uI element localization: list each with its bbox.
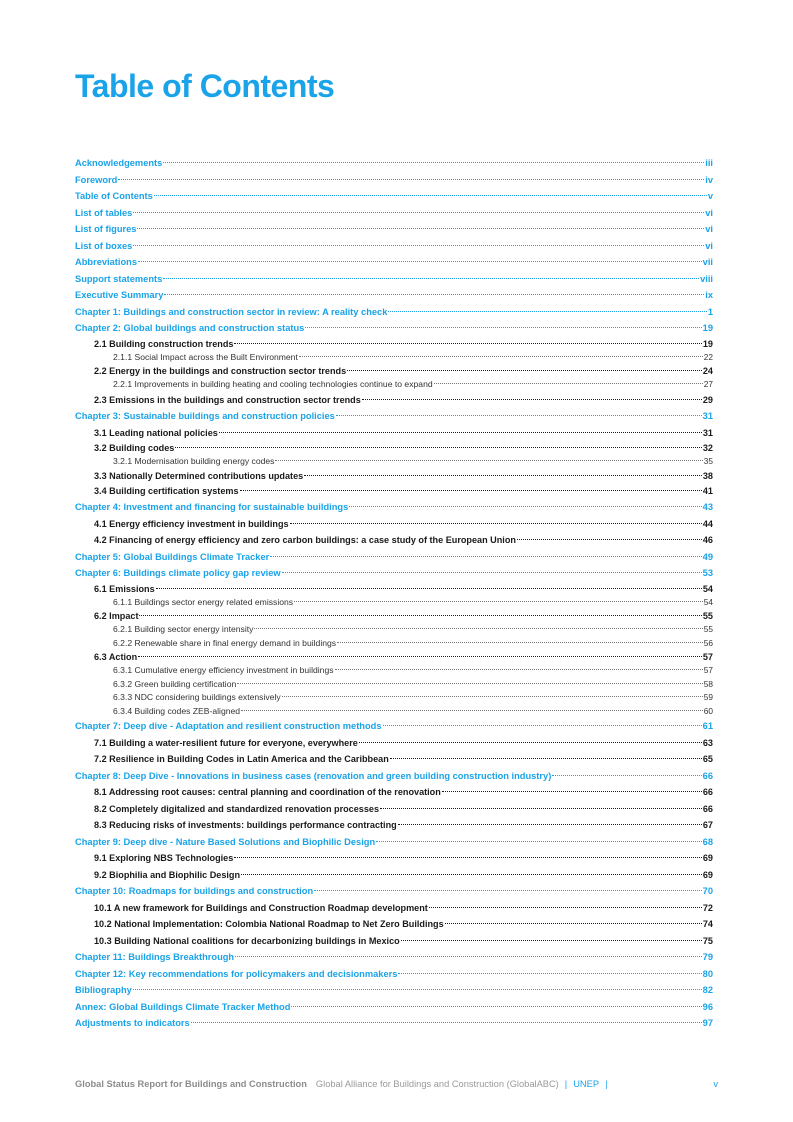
toc-leader-dots bbox=[305, 327, 701, 328]
toc-leader-dots bbox=[137, 228, 704, 229]
toc-entry-page: 79 bbox=[702, 952, 713, 962]
toc-chapter-entry[interactable] bbox=[75, 271, 713, 288]
toc-leader-dots bbox=[398, 973, 701, 974]
toc-entry-page: 1 bbox=[707, 306, 713, 317]
toc-entry-label: 6.3 Action bbox=[94, 652, 138, 662]
toc-subsection-entry[interactable] bbox=[75, 623, 713, 637]
toc-entry-page: 53 bbox=[702, 568, 713, 578]
toc-subsection-entry[interactable] bbox=[75, 378, 713, 392]
toc-subsection-entry[interactable] bbox=[75, 664, 713, 678]
toc-leader-dots bbox=[133, 212, 704, 213]
toc-entry-label: Chapter 5: Global Buildings Climate Tracker bbox=[75, 551, 270, 562]
toc-section-entry[interactable] bbox=[75, 650, 713, 664]
toc-leader-dots bbox=[336, 415, 702, 416]
toc-leader-dots bbox=[335, 669, 703, 670]
toc-section-entry[interactable] bbox=[75, 609, 713, 623]
toc-leader-dots bbox=[380, 808, 702, 809]
toc-leader-dots bbox=[376, 841, 702, 842]
toc-entry-page: 56 bbox=[703, 637, 713, 648]
toc-entry-page: 61 bbox=[702, 721, 713, 731]
toc-entry-label: 6.3.3 NDC considering buildings extensively bbox=[113, 692, 281, 702]
toc-chapter-entry[interactable] bbox=[75, 221, 713, 238]
toc-entry-label: 6.2.1 Building sector energy intensity bbox=[113, 624, 254, 634]
toc-entry-page: vii bbox=[702, 257, 713, 267]
toc-entry-page: 35 bbox=[703, 456, 713, 466]
toc-entry-label: 10.3 Building National coalitions for decarbonizing buildings in Mexico bbox=[94, 935, 400, 946]
toc-entry-page: 70 bbox=[702, 886, 713, 896]
toc-leader-dots bbox=[154, 195, 707, 196]
toc-entry-page: iv bbox=[705, 174, 713, 185]
toc-leader-dots bbox=[299, 356, 703, 357]
toc-leader-dots bbox=[291, 1006, 701, 1007]
footer-separator: | bbox=[605, 1079, 608, 1089]
toc-section-entry[interactable] bbox=[75, 817, 713, 834]
toc-entry-page: 31 bbox=[702, 427, 713, 438]
toc-leader-dots bbox=[234, 343, 701, 344]
toc-leader-dots bbox=[138, 261, 702, 262]
toc-entry-page: 57 bbox=[702, 652, 713, 662]
toc-subsection-entry[interactable] bbox=[75, 705, 713, 719]
toc-entry-label: 2.2 Energy in the buildings and construction sector trends bbox=[94, 366, 347, 376]
toc-entry-page: 55 bbox=[703, 624, 713, 634]
toc-leader-dots bbox=[517, 539, 702, 540]
toc-entry-label: 6.3.1 Cumulative energy efficiency investment in buildings bbox=[113, 665, 334, 675]
toc-entry-page: 43 bbox=[702, 502, 713, 512]
toc-leader-dots bbox=[164, 294, 704, 295]
toc-section-entry[interactable] bbox=[75, 850, 713, 867]
toc-leader-dots bbox=[337, 642, 703, 643]
toc-section-entry[interactable] bbox=[75, 784, 713, 801]
toc-entry-label: List of tables bbox=[75, 207, 133, 218]
toc-entry-page: 66 bbox=[702, 803, 713, 814]
toc-entry-label: 10.2 National Implementation: Colombia National Roadmap to Net Zero Buildings bbox=[94, 919, 444, 929]
toc-entry-page: viii bbox=[700, 273, 713, 284]
toc-leader-dots bbox=[234, 857, 702, 858]
toc-section-entry[interactable] bbox=[75, 483, 713, 500]
toc-leader-dots bbox=[191, 1022, 702, 1023]
toc-section-entry[interactable] bbox=[75, 582, 713, 596]
toc-chapter-entry[interactable] bbox=[75, 883, 713, 900]
toc-entry-page: 27 bbox=[703, 379, 713, 389]
page-footer bbox=[75, 1079, 718, 1089]
toc-entry-label: 3.4 Building certification systems bbox=[94, 485, 239, 496]
toc-entry-page: 49 bbox=[702, 551, 713, 562]
toc-leader-dots bbox=[347, 370, 702, 371]
toc-entry-label: Chapter 7: Deep dive - Adaptation and resilient construction methods bbox=[75, 721, 382, 731]
toc-entry-label: 3.2.1 Modernisation building energy codes bbox=[113, 456, 275, 466]
toc-section-entry[interactable] bbox=[75, 900, 713, 917]
toc-leader-dots bbox=[294, 601, 703, 602]
toc-leader-dots bbox=[139, 615, 701, 616]
toc-leader-dots bbox=[275, 460, 702, 461]
toc-entry-label: 8.3 Reducing risks of investments: buildings performance contracting bbox=[94, 820, 397, 830]
toc-chapter-entry[interactable] bbox=[75, 188, 713, 205]
toc-leader-dots bbox=[552, 775, 701, 776]
toc-entry-page: 41 bbox=[702, 485, 713, 496]
footer-unep: UNEP bbox=[573, 1079, 600, 1089]
toc-entry-label: 10.1 A new framework for Buildings and Construction Roadmap development bbox=[94, 902, 428, 913]
toc-chapter-entry[interactable] bbox=[75, 549, 713, 566]
toc-chapter-entry[interactable] bbox=[75, 205, 713, 222]
toc-subsection-entry[interactable] bbox=[75, 455, 713, 469]
toc-entry-label: Chapter 3: Sustainable buildings and construction policies bbox=[75, 411, 335, 421]
toc-leader-dots bbox=[442, 791, 702, 792]
toc-chapter-entry[interactable] bbox=[75, 768, 713, 785]
toc-entry-page: 60 bbox=[703, 705, 713, 716]
toc-section-entry[interactable] bbox=[75, 867, 713, 884]
toc-subsection-entry[interactable] bbox=[75, 691, 713, 705]
toc-chapter-entry[interactable] bbox=[75, 172, 713, 189]
toc-leader-dots bbox=[314, 890, 702, 891]
toc-entry-label: 9.2 Biophilia and Biophilic Design bbox=[94, 869, 241, 880]
toc-leader-dots bbox=[240, 490, 702, 491]
toc-section-entry[interactable] bbox=[75, 532, 713, 549]
toc-entry-page: 66 bbox=[702, 770, 713, 781]
toc-entry-page: 22 bbox=[703, 351, 713, 362]
toc-entry-label: 3.2 Building codes bbox=[94, 443, 175, 453]
toc-leader-dots bbox=[282, 572, 702, 573]
toc-subsection-entry[interactable] bbox=[75, 637, 713, 651]
toc-section-entry[interactable] bbox=[75, 441, 713, 455]
toc-leader-dots bbox=[138, 656, 702, 657]
toc-chapter-entry[interactable] bbox=[75, 155, 713, 172]
toc-leader-dots bbox=[388, 311, 706, 312]
toc-chapter-entry[interactable] bbox=[75, 1015, 713, 1032]
toc-leader-dots bbox=[133, 245, 704, 246]
toc-leader-dots bbox=[304, 475, 702, 476]
toc-entry-page: 38 bbox=[702, 470, 713, 481]
toc-leader-dots bbox=[282, 696, 703, 697]
toc-entry-label: Chapter 11: Buildings Breakthrough bbox=[75, 952, 235, 962]
toc-entry-label: 8.2 Completely digitalized and standardized renovation processes bbox=[94, 803, 380, 814]
toc-entry-label: 6.2.2 Renewable share in final energy demand in buildings bbox=[113, 637, 337, 648]
toc-entry-page: 96 bbox=[702, 1001, 713, 1012]
toc-section-entry[interactable] bbox=[75, 364, 713, 378]
toc-entry-label: 4.1 Energy efficiency investment in buildings bbox=[94, 518, 289, 529]
toc-leader-dots bbox=[156, 588, 702, 589]
toc-entry-page: iii bbox=[705, 158, 713, 168]
toc-leader-dots bbox=[445, 923, 702, 924]
toc-entry-page: 19 bbox=[702, 323, 713, 333]
toc-leader-dots bbox=[163, 278, 699, 279]
toc-leader-dots bbox=[349, 506, 701, 507]
toc-entry-page: 29 bbox=[702, 394, 713, 405]
toc-chapter-entry[interactable] bbox=[75, 408, 713, 425]
toc-entry-label: Chapter 8: Deep Dive - Innovations in business cases (renovation and green building construction industry) bbox=[75, 770, 552, 781]
toc-entry-label: Executive Summary bbox=[75, 290, 164, 300]
toc-entry-page: vi bbox=[705, 224, 713, 234]
toc-leader-dots bbox=[270, 556, 701, 557]
toc-chapter-entry[interactable] bbox=[75, 287, 713, 304]
toc-leader-dots bbox=[401, 940, 702, 941]
toc-leader-dots bbox=[133, 989, 702, 990]
toc-entry-label: 2.3 Emissions in the buildings and construction sector trends bbox=[94, 394, 361, 405]
toc-entry-label: Chapter 9: Deep dive - Nature Based Solutions and Biophilic Design bbox=[75, 836, 376, 847]
toc-leader-dots bbox=[235, 956, 702, 957]
toc-subsection-entry[interactable] bbox=[75, 678, 713, 692]
toc-entry-page: vi bbox=[705, 240, 713, 251]
toc-entry-page: 19 bbox=[702, 338, 713, 349]
toc-entry-page: 80 bbox=[702, 968, 713, 979]
toc-entry-page: 58 bbox=[703, 678, 713, 689]
toc-entry-page: 54 bbox=[703, 596, 713, 607]
footer-page-number: v bbox=[713, 1079, 718, 1089]
toc-entry-page: ix bbox=[705, 290, 713, 300]
toc-chapter-entry[interactable] bbox=[75, 718, 713, 735]
toc-entry-page: 68 bbox=[702, 836, 713, 847]
toc-leader-dots bbox=[163, 162, 704, 163]
toc-chapter-entry[interactable] bbox=[75, 999, 713, 1016]
toc-entry-page: 31 bbox=[702, 411, 713, 421]
toc-entry-label: 2.1 Building construction trends bbox=[94, 338, 234, 349]
toc-entry-label: 6.3.4 Building codes ZEB-aligned bbox=[113, 705, 241, 716]
toc-entry-label: 4.2 Financing of energy efficiency and zero carbon buildings: a case study of the European Union bbox=[94, 535, 516, 545]
toc-leader-dots bbox=[254, 628, 702, 629]
toc-leader-dots bbox=[241, 710, 703, 711]
toc-chapter-entry[interactable] bbox=[75, 254, 713, 271]
toc-chapter-entry[interactable] bbox=[75, 320, 713, 337]
toc-entry-page: 63 bbox=[702, 737, 713, 748]
toc-entry-label: Annex: Global Buildings Climate Tracker Method bbox=[75, 1001, 291, 1012]
toc-entry-label: Chapter 12: Key recommendations for policymakers and decisionmakers bbox=[75, 968, 398, 979]
toc-entry-label: List of boxes bbox=[75, 240, 133, 251]
toc-entry-label: Foreword bbox=[75, 174, 118, 185]
toc-entry-page: 59 bbox=[703, 692, 713, 702]
toc-chapter-entry[interactable] bbox=[75, 238, 713, 255]
toc-entry-page: 32 bbox=[702, 443, 713, 453]
toc-entry-label: Acknowledgements bbox=[75, 158, 163, 168]
toc-entry-page: 66 bbox=[702, 787, 713, 797]
toc-chapter-entry[interactable] bbox=[75, 982, 713, 999]
toc-chapter-entry[interactable] bbox=[75, 966, 713, 983]
toc-leader-dots bbox=[362, 399, 702, 400]
toc-entry-label: 6.2 Impact bbox=[94, 611, 139, 621]
toc-entry-label: Abbreviations bbox=[75, 257, 137, 267]
toc-entry-page: 69 bbox=[702, 869, 713, 880]
toc-entry-label: 6.1.1 Buildings sector energy related emissions bbox=[113, 596, 294, 607]
toc-entry-page: 44 bbox=[702, 518, 713, 529]
toc-chapter-entry[interactable] bbox=[75, 565, 713, 582]
toc-entry-label: Adjustments to indicators bbox=[75, 1018, 190, 1028]
toc-leader-dots bbox=[383, 725, 702, 726]
footer-report-title: Global Status Report for Buildings and Construction bbox=[75, 1079, 307, 1089]
toc-entry-page: 82 bbox=[702, 985, 713, 995]
toc-entry-label: Chapter 10: Roadmaps for buildings and construction bbox=[75, 886, 314, 896]
toc-entry-page: v bbox=[707, 191, 713, 201]
toc-entry-label: 7.1 Building a water-resilient future for everyone, everywhere bbox=[94, 737, 358, 748]
toc-section-entry[interactable] bbox=[75, 337, 713, 351]
toc-leader-dots bbox=[290, 523, 702, 524]
toc-leader-dots bbox=[118, 179, 704, 180]
toc-chapter-entry[interactable] bbox=[75, 499, 713, 516]
footer-alliance: Global Alliance for Buildings and Construction (GlobalABC) bbox=[315, 1079, 559, 1089]
toc-chapter-entry[interactable] bbox=[75, 834, 713, 851]
toc-chapter-entry[interactable] bbox=[75, 949, 713, 966]
toc-entry-label: 6.3.2 Green building certification bbox=[113, 678, 237, 689]
toc-leader-dots bbox=[241, 874, 702, 875]
page-title: Table of Contents bbox=[75, 68, 335, 104]
toc-entry-page: 67 bbox=[702, 820, 713, 830]
toc-section-entry[interactable] bbox=[75, 469, 713, 483]
toc-entry-label: Chapter 1: Buildings and construction sector in review: A reality check bbox=[75, 306, 388, 317]
toc-entry-page: 55 bbox=[702, 611, 713, 621]
toc-leader-dots bbox=[175, 447, 702, 448]
table-of-contents bbox=[75, 155, 713, 1032]
toc-entry-page: 75 bbox=[702, 935, 713, 946]
toc-leader-dots bbox=[398, 824, 702, 825]
toc-entry-label: 7.2 Resilience in Building Codes in Latin America and the Caribbean bbox=[94, 754, 389, 764]
toc-entry-label: 8.1 Addressing root causes: central planning and coordination of the renovation bbox=[94, 787, 441, 797]
toc-entry-label: 9.1 Exploring NBS Technologies bbox=[94, 853, 234, 863]
toc-section-entry[interactable] bbox=[75, 425, 713, 442]
toc-entry-page: 46 bbox=[702, 535, 713, 545]
toc-section-entry[interactable] bbox=[75, 392, 713, 409]
toc-section-entry[interactable] bbox=[75, 735, 713, 752]
toc-entry-label: 6.1 Emissions bbox=[94, 583, 155, 594]
toc-leader-dots bbox=[237, 683, 703, 684]
toc-entry-page: 54 bbox=[702, 583, 713, 594]
toc-entry-page: 97 bbox=[702, 1018, 713, 1028]
toc-leader-dots bbox=[390, 758, 702, 759]
toc-entry-page: 24 bbox=[702, 366, 713, 376]
toc-entry-page: 65 bbox=[702, 754, 713, 764]
toc-entry-label: 3.3 Nationally Determined contributions updates bbox=[94, 470, 304, 481]
footer-separator: | bbox=[564, 1079, 568, 1089]
toc-entry-label: Support statements bbox=[75, 273, 163, 284]
toc-section-entry[interactable] bbox=[75, 801, 713, 818]
toc-entry-label: Chapter 6: Buildings climate policy gap review bbox=[75, 568, 281, 578]
toc-entry-page: vi bbox=[705, 207, 713, 218]
toc-chapter-entry[interactable] bbox=[75, 304, 713, 321]
toc-entry-page: 74 bbox=[702, 919, 713, 929]
toc-section-entry[interactable] bbox=[75, 751, 713, 768]
toc-entry-label: Chapter 2: Global buildings and construction status bbox=[75, 323, 305, 333]
toc-section-entry[interactable] bbox=[75, 916, 713, 933]
toc-entry-label: Chapter 4: Investment and financing for sustainable buildings bbox=[75, 502, 349, 512]
toc-leader-dots bbox=[219, 432, 702, 433]
toc-entry-page: 57 bbox=[703, 665, 713, 675]
toc-entry-label: 2.2.1 Improvements in building heating and cooling technologies continue to expand bbox=[113, 379, 433, 389]
toc-entry-label: Table of Contents bbox=[75, 191, 153, 201]
toc-leader-dots bbox=[434, 383, 703, 384]
toc-entry-page: 69 bbox=[702, 853, 713, 863]
toc-subsection-entry[interactable] bbox=[75, 351, 713, 365]
toc-entry-label: List of figures bbox=[75, 224, 137, 234]
toc-leader-dots bbox=[429, 907, 702, 908]
toc-leader-dots bbox=[359, 742, 702, 743]
toc-entry-label: Bibliography bbox=[75, 985, 132, 995]
toc-entry-label: 3.1 Leading national policies bbox=[94, 427, 218, 438]
toc-subsection-entry[interactable] bbox=[75, 596, 713, 610]
toc-entry-page: 72 bbox=[702, 902, 713, 913]
toc-section-entry[interactable] bbox=[75, 516, 713, 533]
toc-section-entry[interactable] bbox=[75, 933, 713, 950]
toc-entry-label: 2.1.1 Social Impact across the Built Environment bbox=[113, 351, 298, 362]
